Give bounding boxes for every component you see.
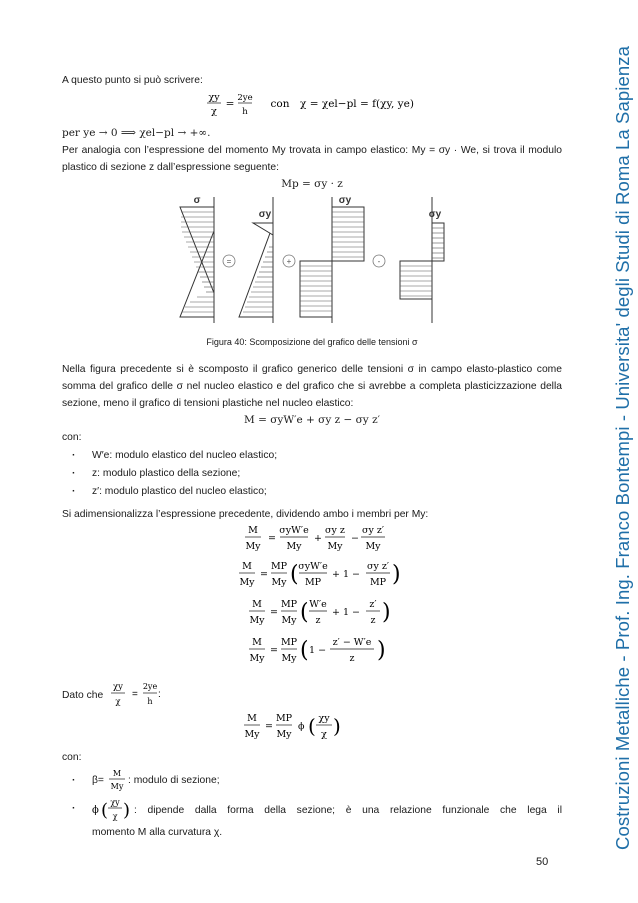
svg-text:χ: χ	[112, 812, 118, 821]
svg-text:M: M	[252, 637, 262, 648]
svg-text:=: =	[270, 645, 278, 656]
phi-fraction	[90, 794, 134, 824]
svg-text:My: My	[239, 577, 255, 588]
svg-text:σyW′e: σyW′e	[279, 525, 309, 536]
svg-text:z: z	[315, 615, 321, 626]
equation-block-dimensionless	[62, 523, 562, 679]
svg-text:My: My	[286, 541, 302, 552]
svg-text:=: =	[260, 569, 268, 580]
diagram-plastic-core	[400, 197, 444, 323]
diagram-elastic	[239, 197, 273, 323]
svg-text:z′ − W′e: z′ − W′e	[332, 637, 372, 648]
eq1-rhs: χ = χel−pl = f(χy, ye)	[300, 98, 414, 110]
svg-text:(: (	[101, 800, 109, 821]
svg-text:My: My	[281, 653, 297, 664]
equation-phi	[62, 709, 562, 749]
eq1-rnum: 2ye	[237, 93, 253, 103]
dato-che-line	[62, 679, 562, 709]
definitions-list	[62, 447, 562, 500]
svg-text:χ: χ	[321, 729, 327, 740]
equation-chi-svg	[62, 89, 562, 119]
svg-text:MP: MP	[280, 637, 298, 648]
svg-text:z: z	[370, 615, 376, 626]
svg-text:=: =	[265, 721, 273, 732]
beta-text: : modulo di sezione;	[128, 775, 220, 786]
svg-text:χy: χy	[110, 798, 120, 807]
phi-text: : dipende dalla forma della sezione; è una relazione funzionale che lega il	[134, 805, 562, 816]
definition-item: · W′e: modulo elastico del nucleo elastico;	[72, 447, 562, 464]
label-sigma-y-3: σy	[428, 209, 442, 220]
eq1-con: con	[270, 98, 290, 110]
svg-text:): )	[382, 600, 391, 625]
svg-text:h: h	[147, 697, 153, 706]
con-label: con:	[62, 432, 82, 443]
svg-text:): )	[123, 800, 131, 821]
svg-text:(: (	[300, 638, 309, 663]
svg-text:(: (	[308, 714, 316, 738]
operator-equals: =	[226, 257, 232, 266]
phi-item: · ϕ ( χy χ ) : dipende dalla forma della sezione; è una relazione funzionale che lega il	[62, 794, 562, 824]
side-title: Costruzioni Metalliche - Prof. Ing. Franco Bontempi - Universita' degli Studi di Roma La Sapienza	[612, 46, 633, 850]
svg-text:MP: MP	[275, 713, 293, 724]
svg-text:): )	[392, 562, 401, 587]
svg-text:MP: MP	[304, 577, 322, 588]
svg-text:=: =	[270, 607, 278, 618]
svg-text:σy z′: σy z′	[366, 561, 390, 572]
svg-text:σy z: σy z	[325, 525, 345, 536]
svg-text:+ 1 −: + 1 −	[332, 569, 361, 580]
svg-text:My: My	[110, 782, 124, 791]
svg-text:−: −	[351, 533, 359, 544]
svg-text:χy: χy	[318, 713, 330, 724]
svg-text:My: My	[327, 541, 343, 552]
svg-text:): )	[377, 638, 386, 663]
svg-text:MP: MP	[369, 577, 387, 588]
svg-text:(: (	[300, 600, 309, 625]
eq1-den: χ	[211, 106, 217, 117]
phi-text-2: momento M alla curvatura χ.	[92, 827, 223, 838]
svg-text:σy z′: σy z′	[361, 525, 385, 536]
operator-plus: +	[286, 257, 292, 266]
eq1-eq: =	[225, 98, 235, 110]
svg-text:My: My	[271, 577, 287, 588]
definition-item: · z′: modulo plastico del nucleo elastico;	[72, 483, 562, 500]
definition-item: · z: modulo plastico della sezione;	[72, 465, 562, 482]
svg-text:ϕ: ϕ	[92, 805, 99, 816]
dato-che-fraction	[110, 679, 200, 709]
label-sigma-y-2: σy	[338, 195, 352, 206]
equation-chi	[62, 89, 562, 125]
eq1-rden: h	[242, 107, 248, 117]
svg-text:My: My	[281, 615, 297, 626]
dato-che-label: Dato che	[62, 690, 104, 701]
page-number: 50	[536, 856, 549, 868]
svg-text:My: My	[276, 729, 292, 740]
svg-text:=: =	[268, 533, 276, 544]
eq-line-3	[249, 599, 391, 626]
svg-text:2ye: 2ye	[142, 682, 158, 691]
label-sigma-y-1: σy	[258, 209, 272, 220]
svg-text:+: +	[314, 533, 322, 544]
diagram-plastic	[300, 195, 364, 323]
intro-text: A questo punto si può scrivere:	[62, 75, 203, 86]
eq-line-1	[245, 525, 385, 552]
svg-text:ϕ: ϕ	[298, 721, 305, 732]
con-label-2: con:	[62, 752, 82, 763]
svg-text:MP: MP	[270, 561, 288, 572]
svg-text:(: (	[290, 562, 299, 587]
svg-text:MP: MP	[280, 599, 298, 610]
equations-svg	[62, 523, 562, 673]
svg-text:W′e: W′e	[309, 599, 327, 610]
svg-text:+ 1 −: + 1 −	[332, 607, 361, 618]
svg-text:z′: z′	[369, 599, 377, 610]
svg-text:My: My	[249, 653, 265, 664]
page-content	[62, 72, 562, 841]
equation-mp: Mp = σy · z	[281, 178, 343, 190]
svg-text:M: M	[248, 525, 258, 536]
svg-text:My: My	[365, 541, 381, 552]
svg-text:My: My	[244, 729, 260, 740]
svg-text:σyW′e: σyW′e	[298, 561, 328, 572]
svg-text:=: =	[132, 689, 138, 700]
operator-minus: -	[377, 257, 381, 266]
equation-m: M = σyW′e + σy z − σy z′	[244, 414, 380, 426]
svg-text:z: z	[349, 653, 355, 664]
svg-text:χy: χy	[113, 682, 123, 692]
svg-text:M: M	[242, 561, 252, 572]
svg-text:1 −: 1 −	[309, 645, 327, 656]
beta-item: · β= M My : modulo di sezione;	[62, 766, 562, 794]
beta-fraction	[107, 766, 129, 794]
paragraph-3: Si adimensionalizza l’espressione precedente, dividendo ambo i membri per My:	[62, 509, 429, 520]
svg-text:M: M	[252, 599, 262, 610]
paragraph-1: Per analogia con l’espressione del momento My trovata in campo elastico: My = σy · We, si trova il modulo plastico di sezione z dall’espressione seguente:	[62, 145, 562, 173]
svg-text:M: M	[112, 769, 122, 778]
stress-figure	[177, 195, 447, 330]
svg-text:χ: χ	[115, 697, 121, 707]
eq-line-2	[239, 561, 401, 588]
diagram-sigma	[180, 195, 214, 323]
svg-text:My: My	[249, 615, 265, 626]
svg-text::: :	[158, 689, 161, 700]
eq-line-4	[249, 637, 386, 664]
eq1-num: χy	[208, 92, 220, 103]
svg-text:My: My	[245, 541, 261, 552]
label-sigma: σ	[193, 195, 201, 206]
svg-text:): )	[333, 714, 341, 738]
figure-caption: Figura 40: Scomposizione del grafico delle tensioni σ	[206, 337, 418, 347]
per-line	[62, 125, 562, 142]
svg-text:M: M	[247, 713, 257, 724]
paragraph-2: Nella figura precedente si è scomposto il grafico generico delle tensioni σ in campo elasto-plastico come somma del grafico delle σ nel nucleo elastico e del grafico che si avrebbe a completa plasticizzazione della sezione, meno il grafico di tensioni plastiche nel nucleo elastico:	[62, 364, 562, 409]
per-line-text: per ye → 0 ⟹ χel−pl → +∞.	[62, 127, 211, 139]
